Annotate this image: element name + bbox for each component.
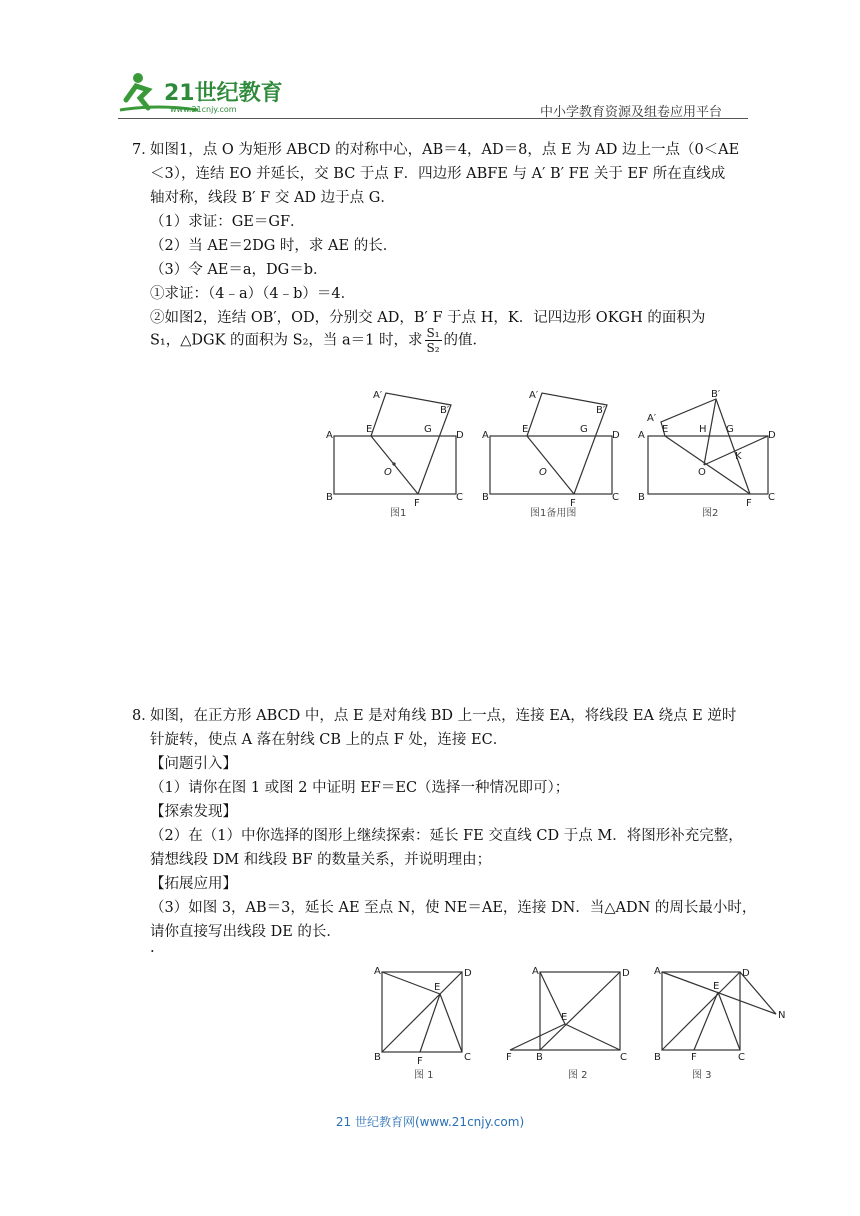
fig-label: B xyxy=(654,1052,661,1063)
q8-heading3: 【拓展应用】 xyxy=(150,876,237,892)
fig-label: O xyxy=(384,467,392,478)
fig-label: E xyxy=(561,1012,568,1023)
fig8-caption-3: 图 3 xyxy=(692,1070,712,1081)
fig-label: E xyxy=(522,424,529,435)
fig-label: D xyxy=(742,968,750,979)
logo-url: www.21cnjy.com xyxy=(170,105,237,114)
tagline: 中小学教育资源及组卷应用平台 xyxy=(540,105,723,120)
fig-label: G xyxy=(580,424,588,435)
fig-label: A xyxy=(532,966,539,977)
q8-p3a: （3）如图 3，AB＝3，延长 AE 至点 N，使 NE＝AE，连接 DN．当△ADN 的周长最小时， xyxy=(150,900,757,916)
fig-label: E xyxy=(713,981,720,992)
fig-label: O xyxy=(539,467,547,478)
q7-sub3b: ②如图2，连结 OB′，OD，分别交 AD，B′ F 于点 H，K．记四边形 OKGH 的面积为 xyxy=(150,310,706,326)
q7-line2: ＜3），连结 EO 并延长，交 BC 于点 F．四边形 ABFE 与 A′ B′ FE 关于 EF 所在直线成 xyxy=(150,166,726,182)
q7-sub3: （3）令 AE＝a，DG＝b． xyxy=(150,262,328,278)
fig-label: D xyxy=(622,968,630,979)
fig-label: D xyxy=(768,430,776,441)
fig-label: C xyxy=(620,1052,627,1063)
fig-label: O xyxy=(698,467,706,478)
fig-label: F xyxy=(417,1056,423,1067)
fig-label: D xyxy=(612,430,620,441)
q7-line1: 如图1，点 O 为矩形 ABCD 的对称中心，AB＝4，AD＝8，点 E 为 AD 边上一点（0＜AE xyxy=(150,142,740,158)
fig-label: C xyxy=(612,492,619,503)
fig-label: K xyxy=(735,451,742,462)
q7-sub3c-post: 的值． xyxy=(443,332,488,349)
fig-label: A′ xyxy=(529,390,539,401)
logo-text: 21世纪教育 xyxy=(164,81,283,106)
fraction-denominator: S₂ xyxy=(426,341,440,355)
header-rule xyxy=(118,118,748,119)
fig-label: A xyxy=(482,430,489,441)
fig-label: F xyxy=(414,498,420,509)
q7-sub3c-pre: S₁，△DGK 的面积为 S₂，当 a＝1 时，求 xyxy=(150,332,423,349)
fig-label: B′ xyxy=(711,389,721,400)
fig-label: F xyxy=(746,498,752,509)
fig-caption-1: 图1 xyxy=(390,508,407,519)
q8-figures xyxy=(370,962,790,1084)
fig-caption-2: 图1备用图 xyxy=(530,508,577,519)
q8-heading1: 【问题引入】 xyxy=(150,756,237,772)
fig-label: F xyxy=(691,1052,697,1063)
q8-line2: 针旋转，使点 A 落在射线 CB 上的点 F 处，连接 EC． xyxy=(150,732,508,748)
q8-line1: 如图，在正方形 ABCD 中，点 E 是对角线 BD 上一点，连接 EA，将线段 EA 绕点 E 逆时 xyxy=(150,708,737,724)
fig-label: N xyxy=(778,1010,786,1021)
fig-label: E xyxy=(366,424,373,435)
fig-label: C xyxy=(456,492,463,503)
fig-label: G xyxy=(424,424,432,435)
q8-p2a: （2）在（1）中你选择的图形上继续探索：延长 FE 交直线 CD 于点 M．将图形补充完整， xyxy=(150,828,743,844)
fraction-numerator: S₁ xyxy=(426,326,440,340)
q7-sub1: （1）求证：GE＝GF． xyxy=(150,214,305,230)
fig-label: B xyxy=(326,492,333,503)
fig-label: A xyxy=(374,966,381,977)
q7-sub3c xyxy=(150,326,487,355)
q7-number: 7． xyxy=(132,142,156,158)
fig8-caption-1: 图 1 xyxy=(414,1070,434,1081)
fig-label: B′ xyxy=(596,405,606,416)
q8-p3b: 请你直接写出线段 DE 的长． xyxy=(150,924,341,940)
q7-sub2: （2）当 AE＝2DG 时，求 AE 的长． xyxy=(150,238,398,254)
fig-label: E xyxy=(662,424,669,435)
site-logo xyxy=(118,70,298,116)
fig-label: C xyxy=(768,492,775,503)
fig-label: B xyxy=(638,492,645,503)
q8-p2b: 猜想线段 DM 和线段 BF 的数量关系，并说明理由； xyxy=(150,852,492,868)
fig-label: H xyxy=(699,424,707,435)
fig-label: A xyxy=(654,966,661,977)
q7-figures xyxy=(318,385,788,520)
fig-label: A′ xyxy=(373,390,383,401)
q8-heading2: 【探索发现】 xyxy=(150,804,237,820)
fig-label: E xyxy=(434,982,441,993)
fig-label: C xyxy=(464,1052,471,1063)
q8-p1: （1）请你在图 1 或图 2 中证明 EF＝EC（选择一种情况即可）； xyxy=(150,780,570,796)
fig-label: B xyxy=(482,492,489,503)
fig-label: A′ xyxy=(647,413,657,424)
fig-label: C xyxy=(738,1052,745,1063)
fig-label: B′ xyxy=(440,405,450,416)
fig-label: A xyxy=(638,430,645,441)
fig-label: B xyxy=(536,1052,543,1063)
fraction xyxy=(425,326,442,355)
fig-label: A xyxy=(326,430,333,441)
fig-caption-3: 图2 xyxy=(702,508,719,519)
fig-label: D xyxy=(464,968,472,979)
q8-dot: . xyxy=(150,940,155,956)
q7-sub3a: ①求证：（4﹣a）（4﹣b）＝4． xyxy=(150,286,356,302)
fig-label: F xyxy=(570,498,576,509)
footer-link[interactable]: 21 世纪教育网(www.21cnjy.com) xyxy=(335,1115,525,1129)
fig-label: D xyxy=(456,430,464,441)
fig8-caption-2: 图 2 xyxy=(568,1070,588,1081)
fig-label: G xyxy=(726,424,734,435)
fig-label: F xyxy=(506,1052,512,1063)
q7-line3: 轴对称，线段 B′ F 交 AD 边于点 G． xyxy=(150,190,395,206)
q8-number: 8． xyxy=(132,708,156,724)
fig-label: B xyxy=(374,1052,381,1063)
